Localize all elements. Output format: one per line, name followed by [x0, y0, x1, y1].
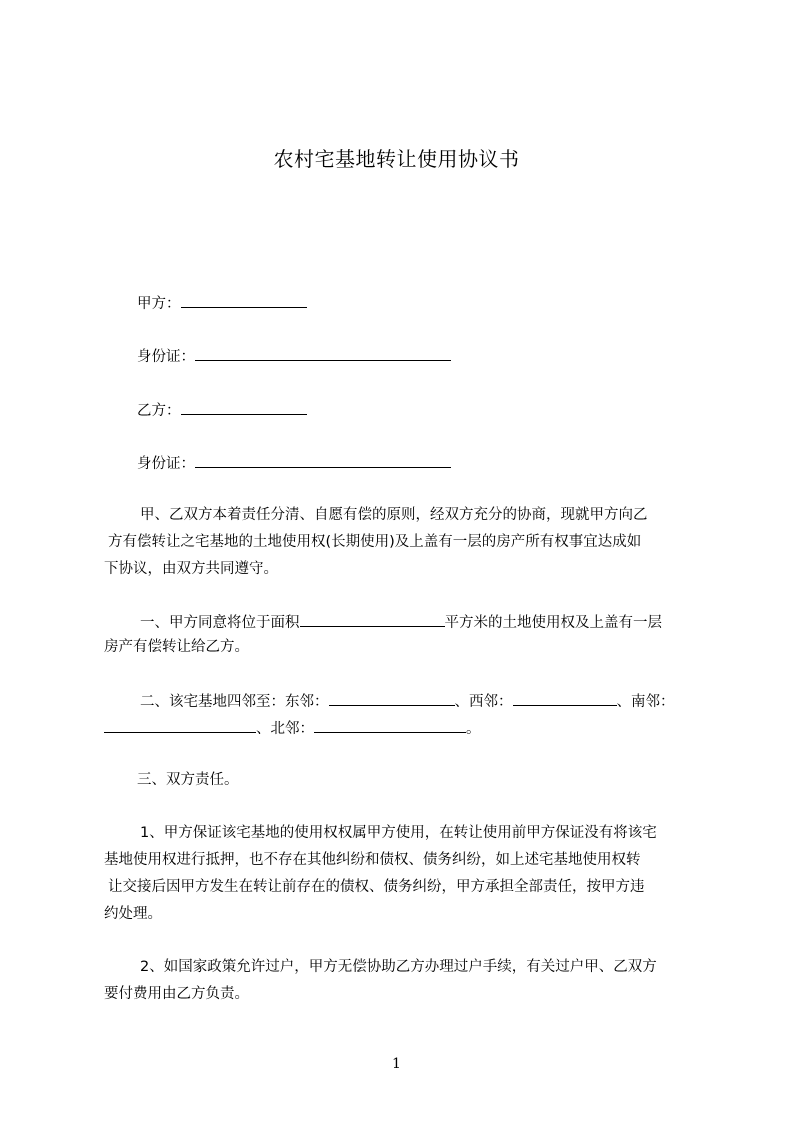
intro-line-2: 方有偿转让之宅基地的土地使用权(长期使用)及上盖有一层的房产所有权事宜达成如: [108, 534, 642, 550]
clause2-end: 。: [466, 721, 481, 737]
area-blank[interactable]: [300, 612, 445, 627]
west-neighbor-label: 、西邻：: [454, 694, 513, 710]
party-b-label: 乙方：: [137, 403, 181, 419]
north-neighbor-label: 、北邻：: [256, 721, 314, 737]
party-b-id-line: [137, 453, 451, 473]
east-neighbor-blank[interactable]: [329, 691, 455, 706]
clause2-prefix: 二、该宅基地四邻至：东邻：: [140, 694, 329, 710]
item2-line-1: 2、如国家政策允许过户，甲方无偿协助乙方办理过户手续，有关过户甲、乙双方: [140, 959, 657, 975]
item2-line-2: 要付费用由乙方负责。: [104, 986, 249, 1002]
party-a-id-line: [137, 346, 451, 366]
clause3-heading: 三、双方责任。: [137, 772, 239, 788]
party-a-id-blank[interactable]: [195, 346, 451, 361]
party-a-label: 甲方：: [137, 296, 181, 312]
party-a-line: [137, 293, 307, 313]
party-b-id-blank[interactable]: [195, 453, 451, 468]
document-title: 农村宅基地转让使用协议书: [273, 147, 520, 171]
clause2-line-2: [104, 718, 481, 738]
party-b-line: [137, 400, 307, 420]
intro-line-3: 下协议，由双方共同遵守。: [104, 561, 278, 577]
item1-line-2: 基地使用权进行抵押，也不存在其他纠纷和债权、债务纠纷，如上述宅基地使用权转: [104, 852, 641, 868]
clause1-line-2: 房产有偿转让给乙方。: [104, 639, 249, 655]
party-b-blank[interactable]: [181, 400, 307, 415]
intro-line-1: 甲、乙双方本着责任分清、自愿有偿的原则，经双方充分的协商，现就甲方向乙: [140, 507, 648, 523]
clause2-line-1: [140, 691, 675, 711]
party-a-id-label: 身份证：: [137, 349, 195, 365]
item1-line-4: 约处理。: [104, 906, 162, 922]
party-b-id-label: 身份证：: [137, 456, 195, 472]
item1-line-3: 让交接后因甲方发生在转让前存在的债权、债务纠纷，甲方承担全部责任，按甲方违: [108, 879, 645, 895]
clause1-suffix: 平方米的土地使用权及上盖有一层: [444, 615, 662, 631]
clause1-prefix: 一、甲方同意将位于面积: [140, 615, 300, 631]
south-neighbor-blank[interactable]: [104, 718, 256, 733]
party-a-blank[interactable]: [181, 293, 307, 308]
clause1-line-1: [140, 612, 662, 632]
item1-line-1: 1、甲方保证该宅基地的使用权权属甲方使用，在转让使用前甲方保证没有将该宅: [140, 825, 657, 841]
south-neighbor-label: 、南邻：: [616, 694, 675, 710]
page-number: 1: [392, 1056, 401, 1072]
north-neighbor-blank[interactable]: [314, 718, 466, 733]
west-neighbor-blank[interactable]: [513, 691, 617, 706]
